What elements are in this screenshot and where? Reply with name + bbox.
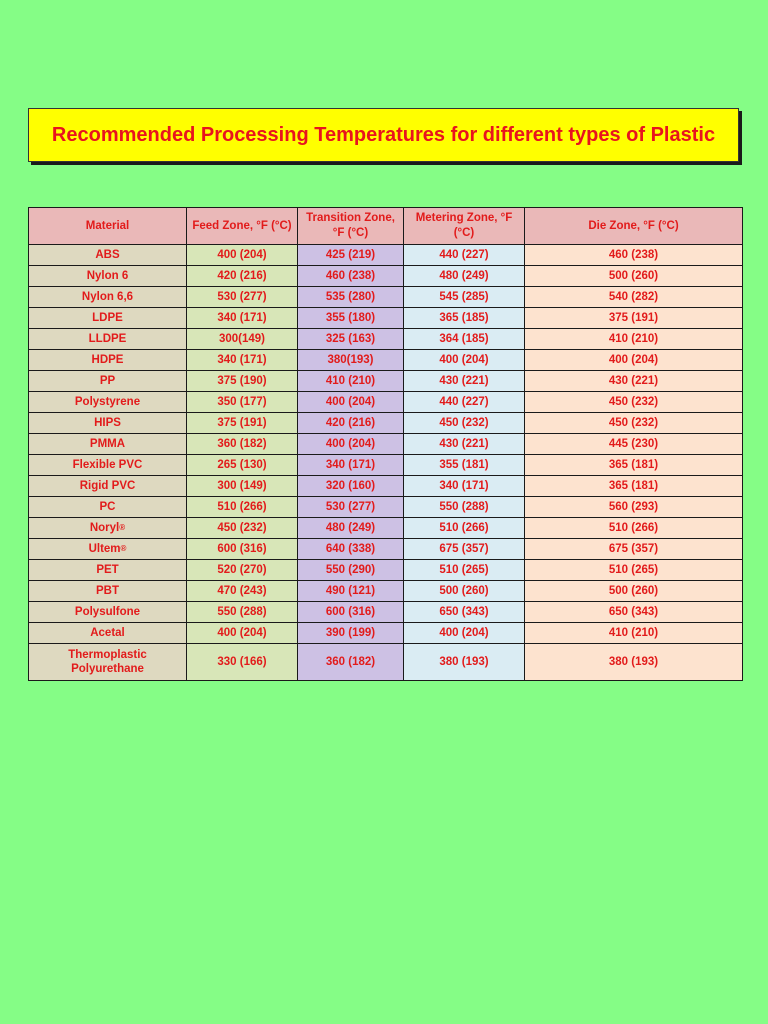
table-row (29, 350, 743, 371)
cell-transition-zone (298, 371, 404, 392)
table-row (29, 371, 743, 392)
cell-metering-zone-text: 400 (204) (439, 354, 489, 366)
cell-material (29, 602, 187, 623)
cell-material-text: ABS (95, 249, 120, 261)
cell-transition-zone-text: 360 (182) (325, 656, 376, 668)
cell-metering-zone-text: 440 (227) (439, 396, 489, 408)
cell-feed-zone (187, 560, 298, 581)
cell-metering-zone-text: 500 (260) (439, 585, 489, 597)
cell-transition-zone (298, 623, 404, 644)
cell-material-text: HIPS (94, 417, 121, 429)
cell-material (29, 560, 187, 581)
cell-metering-zone-text: 450 (232) (439, 417, 489, 429)
cell-material (29, 581, 187, 602)
table-row (29, 434, 743, 455)
cell-metering-zone (404, 287, 525, 308)
table-row (29, 644, 743, 681)
cell-transition-zone (298, 434, 404, 455)
cell-feed-zone (187, 518, 298, 539)
cell-material-text: HDPE (91, 354, 124, 366)
title-banner (28, 108, 739, 162)
cell-die-zone (525, 392, 743, 413)
cell-transition-zone-text: 320 (160) (325, 480, 376, 492)
table-row (29, 623, 743, 644)
header-metering-zone: Metering Zone, °F (°C) (404, 208, 525, 245)
cell-material (29, 350, 187, 371)
header-feed-zone: Feed Zone, °F (°C) (187, 208, 298, 245)
cell-die-zone-text: 500 (260) (608, 585, 659, 597)
cell-die-zone (525, 245, 743, 266)
cell-material-text: Polystyrene (74, 396, 141, 408)
cell-feed-zone-text: 420 (216) (217, 270, 267, 282)
cell-feed-zone (187, 602, 298, 623)
cell-metering-zone-text: 545 (285) (439, 291, 489, 303)
registered-mark: ® (120, 544, 127, 553)
cell-material (29, 539, 187, 560)
cell-feed-zone (187, 287, 298, 308)
cell-die-zone-text: 500 (260) (608, 270, 659, 282)
cell-feed-zone (187, 308, 298, 329)
table-row (29, 329, 743, 350)
cell-feed-zone-text: 550 (288) (217, 606, 267, 618)
cell-transition-zone (298, 602, 404, 623)
cell-die-zone (525, 602, 743, 623)
cell-metering-zone (404, 455, 525, 476)
cell-die-zone (525, 581, 743, 602)
cell-transition-zone-text: 390 (199) (325, 627, 376, 639)
cell-die-zone-text: 650 (343) (608, 606, 659, 618)
cell-material-text: Ultem (88, 543, 121, 555)
cell-metering-zone (404, 497, 525, 518)
cell-transition-zone-text: 425 (219) (325, 249, 376, 261)
cell-feed-zone-text: 340 (171) (217, 354, 267, 366)
cell-feed-zone-text: 520 (270) (217, 564, 267, 576)
cell-feed-zone-text: 600 (316) (217, 543, 267, 555)
cell-transition-zone-text: 355 (180) (325, 312, 376, 324)
cell-metering-zone (404, 413, 525, 434)
cell-die-zone (525, 644, 743, 681)
registered-mark: ® (119, 523, 126, 532)
cell-die-zone-text: 510 (265) (608, 564, 659, 576)
cell-transition-zone (298, 350, 404, 371)
table-row (29, 497, 743, 518)
cell-feed-zone-text: 530 (277) (217, 291, 267, 303)
cell-material-text: Noryl (89, 522, 120, 534)
cell-metering-zone (404, 371, 525, 392)
cell-die-zone-text: 410 (210) (608, 627, 659, 639)
table-header-row (29, 208, 743, 245)
cell-feed-zone (187, 434, 298, 455)
cell-die-zone (525, 434, 743, 455)
cell-metering-zone-text: 440 (227) (439, 249, 489, 261)
cell-die-zone-text: 410 (210) (608, 333, 659, 345)
cell-material-text: PC (99, 501, 116, 513)
cell-metering-zone (404, 539, 525, 560)
cell-feed-zone-text: 330 (166) (217, 656, 267, 668)
cell-material-text: Nylon 6 (86, 270, 129, 282)
cell-metering-zone (404, 350, 525, 371)
cell-metering-zone (404, 581, 525, 602)
cell-transition-zone-text: 325 (163) (325, 333, 376, 345)
cell-material-text: Polysulfone (74, 606, 141, 618)
cell-transition-zone (298, 308, 404, 329)
cell-die-zone (525, 350, 743, 371)
cell-transition-zone-text: 480 (249) (325, 522, 376, 534)
cell-metering-zone-text: 430 (221) (439, 438, 489, 450)
cell-transition-zone (298, 476, 404, 497)
cell-material (29, 329, 187, 350)
cell-metering-zone (404, 623, 525, 644)
cell-material (29, 392, 187, 413)
cell-feed-zone (187, 623, 298, 644)
cell-feed-zone (187, 245, 298, 266)
cell-die-zone-text: 560 (293) (608, 501, 659, 513)
cell-transition-zone-text: 380(193) (327, 354, 374, 366)
cell-transition-zone-text: 400 (204) (325, 396, 376, 408)
cell-die-zone (525, 371, 743, 392)
cell-feed-zone (187, 266, 298, 287)
cell-feed-zone (187, 476, 298, 497)
cell-die-zone (525, 266, 743, 287)
cell-feed-zone-text: 470 (243) (217, 585, 267, 597)
cell-feed-zone-text: 375 (191) (217, 417, 267, 429)
cell-transition-zone (298, 287, 404, 308)
cell-material-text: LDPE (92, 312, 123, 324)
cell-material (29, 455, 187, 476)
cell-transition-zone (298, 266, 404, 287)
cell-transition-zone (298, 329, 404, 350)
cell-material (29, 497, 187, 518)
cell-transition-zone-text: 460 (238) (325, 270, 376, 282)
cell-feed-zone-text: 265 (130) (217, 459, 267, 471)
cell-metering-zone (404, 308, 525, 329)
header-transition-zone: Transition Zone, °F (°C) (298, 208, 404, 245)
cell-feed-zone-text: 400 (204) (217, 627, 267, 639)
cell-die-zone (525, 329, 743, 350)
cell-material-text: Thermoplastic Polyurethane (68, 649, 147, 675)
cell-feed-zone (187, 329, 298, 350)
cell-die-zone-text: 510 (266) (608, 522, 659, 534)
cell-die-zone-text: 365 (181) (608, 480, 659, 492)
cell-feed-zone-text: 450 (232) (217, 522, 267, 534)
cell-metering-zone-text: 340 (171) (439, 480, 489, 492)
table-row (29, 518, 743, 539)
cell-die-zone (525, 623, 743, 644)
cell-metering-zone-text: 675 (357) (439, 543, 489, 555)
header-material: Material (29, 208, 187, 245)
cell-material (29, 245, 187, 266)
cell-transition-zone (298, 581, 404, 602)
cell-feed-zone-text: 400 (204) (217, 249, 267, 261)
cell-feed-zone-text: 375 (190) (217, 375, 267, 387)
cell-metering-zone (404, 329, 525, 350)
cell-material (29, 413, 187, 434)
cell-metering-zone-text: 430 (221) (439, 375, 489, 387)
cell-feed-zone-text: 300(149) (218, 333, 266, 345)
cell-material (29, 476, 187, 497)
cell-die-zone (525, 518, 743, 539)
cell-transition-zone (298, 245, 404, 266)
table-row (29, 392, 743, 413)
cell-metering-zone (404, 602, 525, 623)
table-row (29, 602, 743, 623)
cell-transition-zone-text: 550 (290) (325, 564, 376, 576)
cell-metering-zone-text: 510 (266) (439, 522, 489, 534)
cell-material (29, 623, 187, 644)
cell-material (29, 434, 187, 455)
cell-material (29, 308, 187, 329)
cell-transition-zone-text: 400 (204) (325, 438, 376, 450)
cell-metering-zone-text: 355 (181) (439, 459, 489, 471)
cell-metering-zone-text: 400 (204) (439, 627, 489, 639)
table-row (29, 245, 743, 266)
cell-transition-zone (298, 455, 404, 476)
cell-metering-zone (404, 245, 525, 266)
table-row (29, 308, 743, 329)
cell-material-text: Flexible PVC (72, 459, 143, 471)
cell-metering-zone-text: 365 (185) (439, 312, 489, 324)
table-row (29, 413, 743, 434)
cell-material-text: Nylon 6,6 (81, 291, 134, 303)
cell-metering-zone-text: 480 (249) (439, 270, 489, 282)
cell-die-zone-text: 460 (238) (608, 249, 659, 261)
cell-transition-zone-text: 490 (121) (325, 585, 376, 597)
cell-transition-zone-text: 340 (171) (325, 459, 376, 471)
cell-transition-zone (298, 392, 404, 413)
table-row (29, 560, 743, 581)
cell-die-zone (525, 413, 743, 434)
cell-material-text: Rigid PVC (79, 480, 136, 492)
cell-die-zone-text: 365 (181) (608, 459, 659, 471)
cell-metering-zone-text: 650 (343) (439, 606, 489, 618)
cell-feed-zone-text: 510 (266) (217, 501, 267, 513)
table-row (29, 581, 743, 602)
cell-transition-zone-text: 410 (210) (325, 375, 376, 387)
cell-material-text: PP (99, 375, 116, 387)
cell-die-zone-text: 400 (204) (608, 354, 659, 366)
cell-feed-zone (187, 539, 298, 560)
cell-material (29, 287, 187, 308)
cell-metering-zone-text: 510 (265) (439, 564, 489, 576)
cell-die-zone (525, 539, 743, 560)
table-row (29, 287, 743, 308)
temperature-table (28, 207, 743, 681)
table-body (29, 245, 743, 681)
cell-die-zone-text: 430 (221) (608, 375, 659, 387)
cell-metering-zone-text: 364 (185) (439, 333, 489, 345)
cell-die-zone (525, 497, 743, 518)
cell-die-zone-text: 675 (357) (608, 543, 659, 555)
cell-material (29, 518, 187, 539)
cell-feed-zone (187, 392, 298, 413)
cell-transition-zone (298, 539, 404, 560)
cell-transition-zone-text: 420 (216) (325, 417, 376, 429)
cell-metering-zone (404, 476, 525, 497)
cell-feed-zone (187, 581, 298, 602)
cell-die-zone-text: 450 (232) (608, 396, 659, 408)
cell-material-text: LLDPE (88, 333, 127, 345)
cell-metering-zone (404, 434, 525, 455)
cell-feed-zone (187, 497, 298, 518)
cell-metering-zone (404, 518, 525, 539)
cell-material-text: PBT (96, 585, 119, 597)
cell-transition-zone (298, 497, 404, 518)
cell-metering-zone-text: 380 (193) (439, 656, 489, 668)
cell-feed-zone-text: 350 (177) (217, 396, 267, 408)
cell-material-text: Acetal (90, 627, 125, 639)
cell-die-zone-text: 375 (191) (608, 312, 659, 324)
cell-feed-zone (187, 371, 298, 392)
cell-die-zone-text: 380 (193) (608, 656, 659, 668)
cell-transition-zone (298, 644, 404, 681)
cell-die-zone-text: 450 (232) (608, 417, 659, 429)
cell-transition-zone (298, 413, 404, 434)
page-title: Recommended Processing Temperatures for different types of Plastic (51, 124, 716, 146)
cell-feed-zone-text: 340 (171) (217, 312, 267, 324)
cell-die-zone (525, 455, 743, 476)
cell-metering-zone (404, 560, 525, 581)
cell-die-zone-text: 540 (282) (608, 291, 659, 303)
cell-material-text: PET (96, 564, 119, 576)
cell-feed-zone (187, 455, 298, 476)
header-die-zone: Die Zone, °F (°C) (525, 208, 743, 245)
cell-material (29, 266, 187, 287)
cell-material (29, 644, 187, 681)
cell-feed-zone (187, 413, 298, 434)
cell-feed-zone-text: 300 (149) (217, 480, 267, 492)
cell-die-zone (525, 476, 743, 497)
cell-feed-zone (187, 350, 298, 371)
cell-transition-zone (298, 560, 404, 581)
cell-material-text: PMMA (89, 438, 126, 450)
cell-transition-zone (298, 518, 404, 539)
cell-metering-zone-text: 550 (288) (439, 501, 489, 513)
cell-metering-zone (404, 644, 525, 681)
table-row (29, 455, 743, 476)
cell-die-zone (525, 560, 743, 581)
cell-transition-zone-text: 640 (338) (325, 543, 376, 555)
cell-die-zone (525, 287, 743, 308)
cell-die-zone (525, 308, 743, 329)
table-row (29, 476, 743, 497)
cell-transition-zone-text: 600 (316) (325, 606, 376, 618)
cell-feed-zone-text: 360 (182) (217, 438, 267, 450)
table-row (29, 266, 743, 287)
cell-transition-zone-text: 535 (280) (325, 291, 376, 303)
cell-die-zone-text: 445 (230) (608, 438, 659, 450)
table-row (29, 539, 743, 560)
cell-metering-zone (404, 392, 525, 413)
cell-feed-zone (187, 644, 298, 681)
cell-material (29, 371, 187, 392)
cell-transition-zone-text: 530 (277) (325, 501, 376, 513)
cell-metering-zone (404, 266, 525, 287)
